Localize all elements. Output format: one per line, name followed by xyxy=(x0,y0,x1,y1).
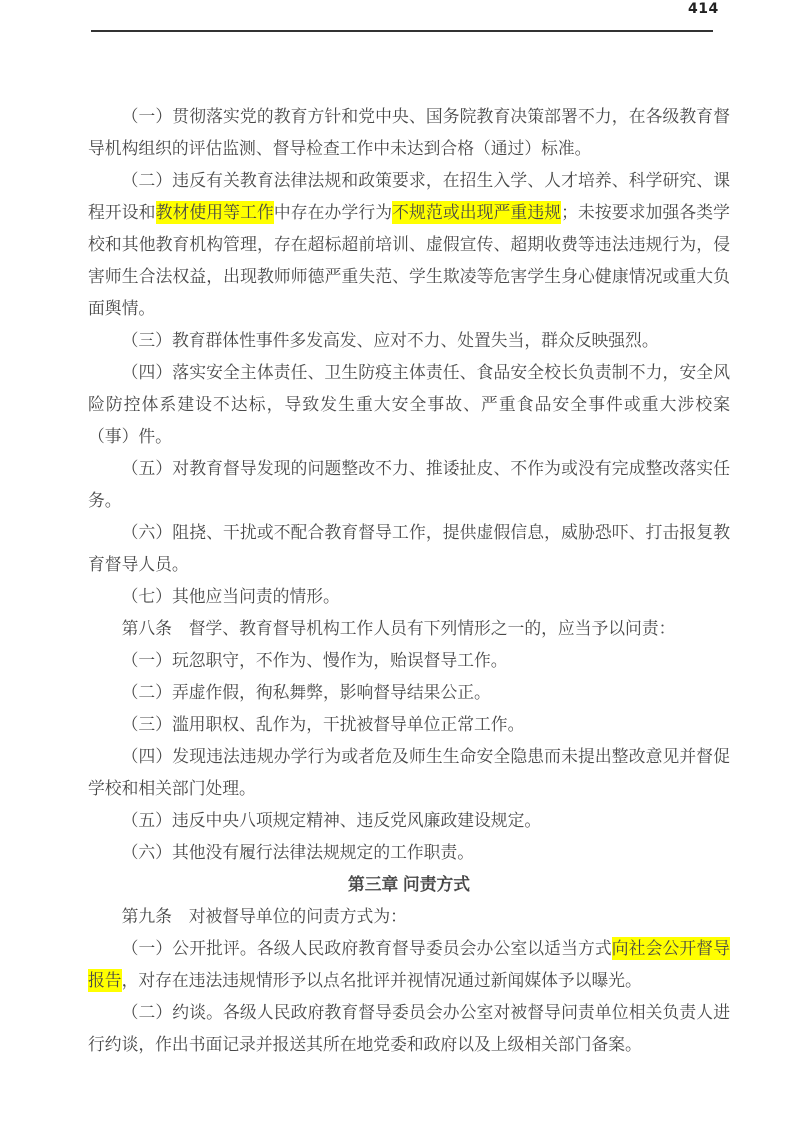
text-run: （五）违反中央八项规定精神、违反党风廉政建设规定。 xyxy=(121,811,542,830)
paragraph xyxy=(88,709,730,741)
paragraph xyxy=(88,933,730,997)
paragraph xyxy=(88,677,730,709)
text-run: （一）公开批评。各级人民政府教育督导委员会办公室以适当方式 xyxy=(121,939,612,958)
text-run: 第九条 对被督导单位的问责方式为： xyxy=(121,907,407,926)
paragraph xyxy=(88,101,730,165)
paragraph xyxy=(88,581,730,613)
text-run: （二）违反有关教育法律法规和政策要求，在招生入学、人才培养、科学研究、课程开设和 xyxy=(88,171,730,222)
text-run: ；未按要求加强各类学校和其他教育机构管理，存在超标超前培训、虚假宣传、超期收费等违法违规行为，侵害师生合法权益，出现教师师德严重失范、学生欺凌等危害学生身心健康情况或重大负面舆情。 xyxy=(88,203,730,318)
highlighted-text: 教材使用等工作 xyxy=(155,203,274,222)
paragraph xyxy=(88,613,730,645)
highlighted-text: 不规范或出现严重违规 xyxy=(392,203,562,222)
paragraph xyxy=(88,453,730,517)
paragraph xyxy=(88,165,730,325)
paragraph xyxy=(88,517,730,581)
paragraph xyxy=(88,837,730,869)
text-run: 第三章 问责方式 xyxy=(347,875,471,894)
text-run: （三）教育群体性事件多发高发、应对不力、处置失当，群众反映强烈。 xyxy=(121,331,659,350)
text-run: （一）玩忽职守，不作为、慢作为，贻误督导工作。 xyxy=(121,651,508,670)
text-run: 第八条 督学、教育督导机构工作人员有下列情形之一的，应当予以问责： xyxy=(121,619,676,638)
text-run: （四）落实安全主体责任、卫生防疫主体责任、食品安全校长负责制不力，安全风险防控体系建设不达标，导致发生重大安全事故、严重食品安全事件或重大涉校案（事）件。 xyxy=(88,363,730,446)
paragraph xyxy=(88,645,730,677)
paragraph xyxy=(88,741,730,805)
chapter-heading xyxy=(88,869,730,901)
text-run: 中存在办学行为 xyxy=(273,203,393,222)
text-run: （一）贯彻落实党的教育方针和党中央、国务院教育决策部署不力，在各级教育督导机构组织的评估监测、督导检查工作中未达到合格（通过）标准。 xyxy=(88,107,730,158)
paragraph xyxy=(88,901,730,933)
text-run: （六）其他没有履行法律法规规定的工作职责。 xyxy=(121,843,475,862)
text-run: （四）发现违法违规办学行为或者危及师生生命安全隐患而未提出整改意见并督促学校和相关部门处理。 xyxy=(88,747,730,798)
text-run: （二）弄虚作假，徇私舞弊，影响督导结果公正。 xyxy=(121,683,491,702)
page-number: 414 xyxy=(688,1,719,17)
text-run: （五）对教育督导发现的问题整改不力、推诿扯皮、不作为或没有完成整改落实任务。 xyxy=(88,459,730,510)
paragraph xyxy=(88,997,730,1061)
text-run: （七）其他应当问责的情形。 xyxy=(121,587,340,606)
text-run: ，对存在违法违规情形予以点名批评并视情况通过新闻媒体予以曝光。 xyxy=(121,971,642,990)
text-run: （三）滥用职权、乱作为，干扰被督导单位正常工作。 xyxy=(121,715,525,734)
header-rule xyxy=(91,30,713,32)
highlighted-text: 向社会公开督导报告 xyxy=(88,939,730,990)
document-body xyxy=(88,101,730,1061)
paragraph xyxy=(88,357,730,453)
text-run: （六）阻挠、干扰或不配合教育督导工作，提供虚假信息，威胁恐吓、打击报复教育督导人员。 xyxy=(88,523,730,574)
paragraph xyxy=(88,325,730,357)
text-run: （二）约谈。各级人民政府教育督导委员会办公室对被督导问责单位相关负责人进行约谈，作出书面记录并报送其所在地党委和政府以及上级相关部门备案。 xyxy=(88,1003,730,1054)
paragraph xyxy=(88,805,730,837)
